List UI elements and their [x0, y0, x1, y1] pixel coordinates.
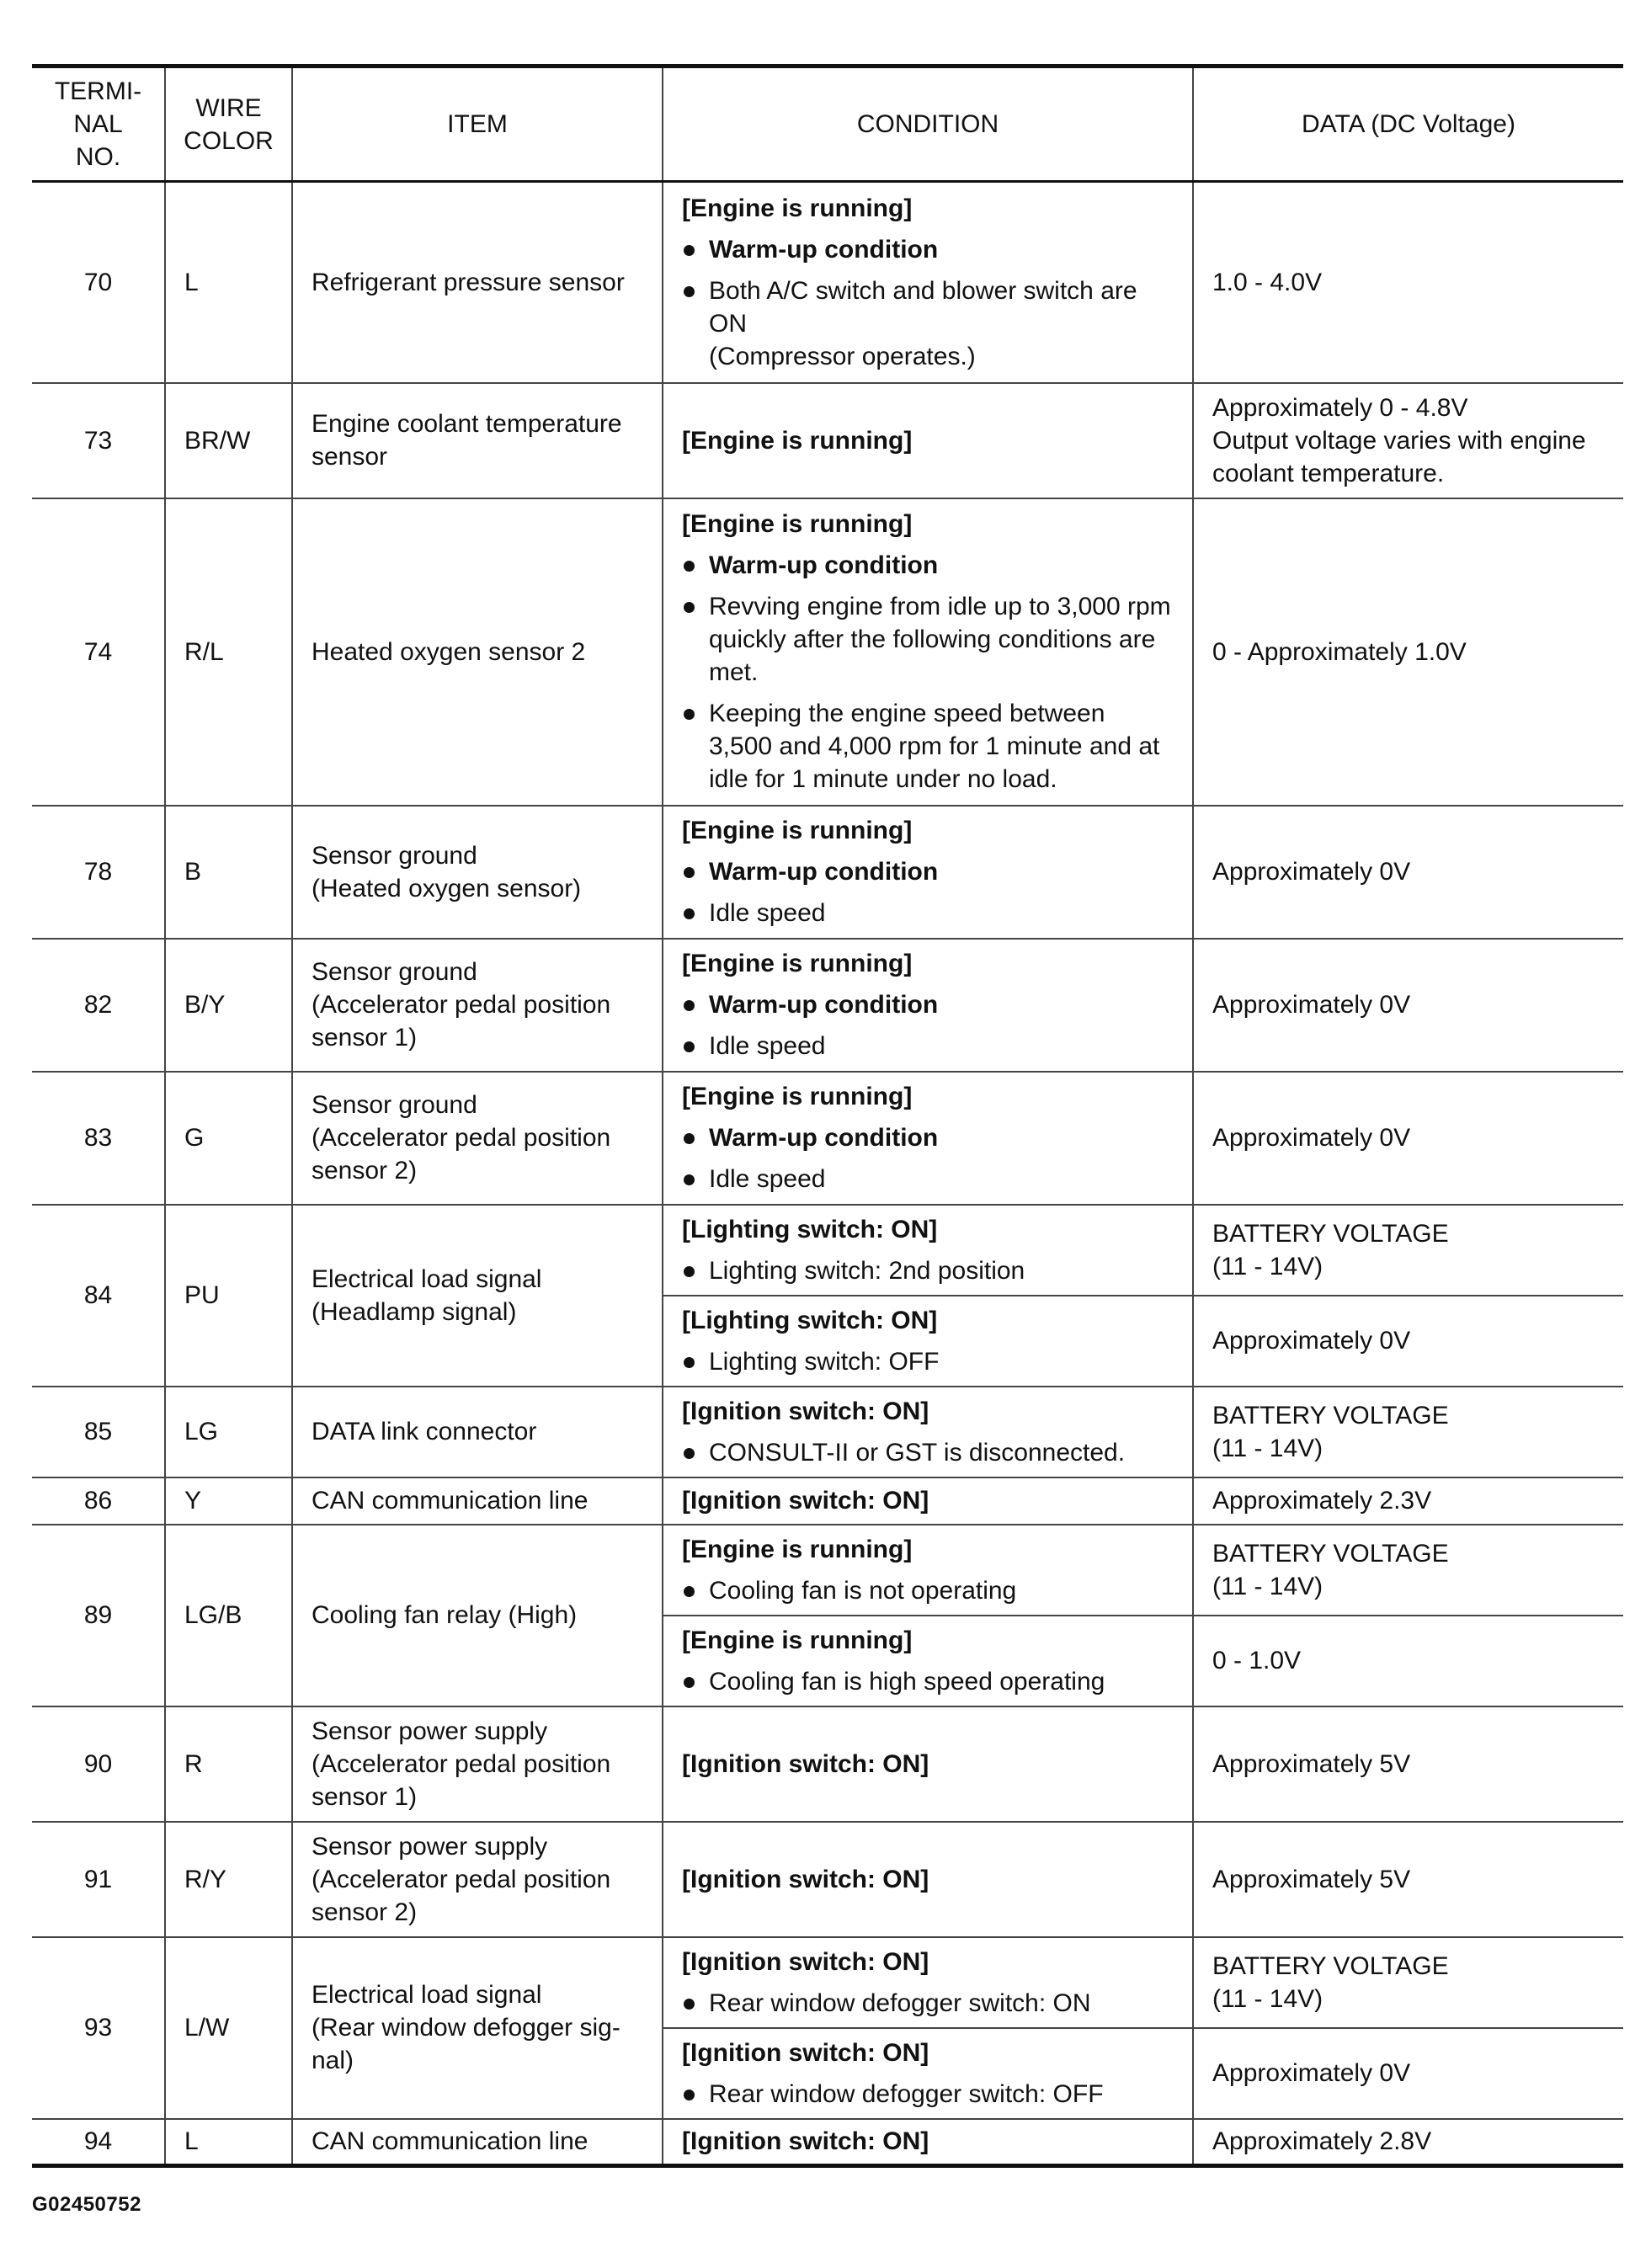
table-row [32, 1706, 1623, 1822]
terminal-number: 93 [32, 1937, 165, 2119]
header-condition: CONDITION [663, 67, 1193, 182]
condition-heading: [Lighting switch: ON] [682, 1215, 938, 1243]
data-value: 1.0 - 4.0V [1193, 182, 1623, 383]
item-description: Sensor ground (Accelerator pedal position sensor 2) [292, 1072, 663, 1205]
data-value: Approximately 5V [1193, 1706, 1623, 1822]
condition-heading: [Ignition switch: ON] [682, 1947, 929, 1976]
table-row [32, 806, 1623, 939]
condition-cell [663, 1525, 1193, 1616]
condition-bullet: Warm-up condition [682, 549, 1174, 582]
table-row [32, 1525, 1623, 1616]
header-data: DATA (DC Voltage) [1193, 67, 1623, 182]
data-value: BATTERY VOLTAGE (11 - 14V) [1193, 1525, 1623, 1616]
condition-bullet: Rear window defogger switch: ON [682, 1987, 1174, 2020]
wire-color: Y [165, 1477, 292, 1525]
condition-heading: [Engine is running] [682, 194, 913, 222]
condition-cell [663, 806, 1193, 939]
condition-cell [663, 2028, 1193, 2119]
wire-color: L [165, 182, 292, 383]
wire-color: B/Y [165, 939, 292, 1072]
condition-heading: [Ignition switch: ON] [682, 1397, 929, 1425]
terminal-number: 84 [32, 1205, 165, 1387]
wire-color: G [165, 1072, 292, 1205]
data-value: Approximately 0V [1193, 939, 1623, 1072]
condition-bullet: Warm-up condition [682, 233, 1174, 266]
table-row [32, 939, 1623, 1072]
terminal-number: 78 [32, 806, 165, 939]
condition-heading: [Ignition switch: ON] [682, 2038, 929, 2067]
terminal-data-table [32, 64, 1623, 2168]
terminal-number: 83 [32, 1072, 165, 1205]
table-row [32, 182, 1623, 383]
condition-heading: [Ignition switch: ON] [682, 2127, 929, 2156]
item-description: Engine coolant temperature sensor [292, 383, 663, 498]
data-value: BATTERY VOLTAGE (11 - 14V) [1193, 1205, 1623, 1296]
condition-bullet: Both A/C switch and blower switch are ON (Compressor operates.) [682, 274, 1174, 373]
data-value: Approximately 0V [1193, 2028, 1623, 2119]
condition-bullet: Idle speed [682, 897, 1174, 929]
terminal-number: 94 [32, 2119, 165, 2166]
wire-color: B [165, 806, 292, 939]
item-description: Heated oxygen sensor 2 [292, 498, 663, 806]
condition-heading: [Engine is running] [682, 1626, 913, 1654]
wire-color: LG [165, 1387, 292, 1477]
header-row [32, 67, 1623, 182]
figure-code: G02450752 [32, 2193, 141, 2216]
terminal-number: 74 [32, 498, 165, 806]
condition-bullet: Warm-up condition [682, 855, 1174, 888]
condition-bullet: Rear window defogger switch: OFF [682, 2078, 1174, 2111]
condition-bullet: Cooling fan is not operating [682, 1574, 1174, 1607]
condition-heading: [Ignition switch: ON] [682, 1487, 929, 1515]
data-value: 0 - Approximately 1.0V [1193, 498, 1623, 806]
data-value: BATTERY VOLTAGE (11 - 14V) [1193, 1937, 1623, 2028]
condition-cell [663, 1706, 1193, 1822]
wire-color: LG/B [165, 1525, 292, 1706]
condition-cell [663, 182, 1193, 383]
document-page [32, 0, 1623, 2268]
item-description: Sensor power supply (Accelerator pedal position sensor 2) [292, 1822, 663, 1937]
table-row [32, 1072, 1623, 1205]
condition-cell [663, 498, 1193, 806]
data-value: Approximately 2.8V [1193, 2119, 1623, 2166]
condition-cell [663, 1296, 1193, 1387]
wire-color: PU [165, 1205, 292, 1387]
terminal-number: 70 [32, 182, 165, 383]
wire-color: R/Y [165, 1822, 292, 1937]
condition-bullet: Idle speed [682, 1030, 1174, 1062]
data-value: BATTERY VOLTAGE (11 - 14V) [1193, 1387, 1623, 1477]
table-row [32, 383, 1623, 498]
item-description: Sensor power supply (Accelerator pedal position sensor 1) [292, 1706, 663, 1822]
condition-cell [663, 1937, 1193, 2028]
condition-bullet: CONSULT-II or GST is disconnected. [682, 1436, 1174, 1469]
condition-heading: [Ignition switch: ON] [682, 1749, 929, 1778]
condition-cell [663, 939, 1193, 1072]
wire-color: R/L [165, 498, 292, 806]
terminal-number: 86 [32, 1477, 165, 1525]
item-description: CAN communication line [292, 1477, 663, 1525]
data-value: Approximately 5V [1193, 1822, 1623, 1937]
table-row [32, 1205, 1623, 1296]
condition-cell [663, 1387, 1193, 1477]
condition-heading: [Engine is running] [682, 510, 913, 538]
terminal-number: 82 [32, 939, 165, 1072]
table-row [32, 2119, 1623, 2166]
terminal-number: 91 [32, 1822, 165, 1937]
table-row [32, 1477, 1623, 1525]
data-value: 0 - 1.0V [1193, 1616, 1623, 1706]
condition-heading: [Engine is running] [682, 817, 913, 844]
item-description: Sensor ground (Heated oxygen sensor) [292, 806, 663, 939]
condition-bullet: Warm-up condition [682, 1121, 1174, 1154]
condition-cell [663, 2119, 1193, 2166]
terminal-number: 73 [32, 383, 165, 498]
condition-bullet: Idle speed [682, 1163, 1174, 1195]
condition-heading: [Lighting switch: ON] [682, 1306, 938, 1334]
item-description: Sensor ground (Accelerator pedal position sensor 1) [292, 939, 663, 1072]
item-description: Cooling fan relay (High) [292, 1525, 663, 1706]
condition-heading: [Engine is running] [682, 950, 913, 977]
wire-color: L/W [165, 1937, 292, 2119]
wire-color: R [165, 1706, 292, 1822]
condition-cell [663, 1822, 1193, 1937]
condition-cell [663, 1616, 1193, 1706]
condition-bullet: Keeping the engine speed between 3,500 and 4,000 rpm for 1 minute and at idle for 1 minute under no load. [682, 697, 1174, 796]
condition-bullet: Revving engine from idle up to 3,000 rpm quickly after the following conditions are met. [682, 590, 1174, 689]
condition-heading: [Engine is running] [682, 1535, 913, 1563]
wire-color: BR/W [165, 383, 292, 498]
table-row [32, 498, 1623, 806]
item-description: CAN communication line [292, 2119, 663, 2166]
data-value: Approximately 0V [1193, 1296, 1623, 1387]
terminal-number: 85 [32, 1387, 165, 1477]
data-value: Approximately 2.3V [1193, 1477, 1623, 1525]
terminal-number: 90 [32, 1706, 165, 1822]
condition-bullet: Lighting switch: 2nd position [682, 1254, 1174, 1287]
data-value: Approximately 0V [1193, 806, 1623, 939]
terminal-number: 89 [32, 1525, 165, 1706]
condition-bullet: Lighting switch: OFF [682, 1345, 1174, 1378]
condition-cell [663, 1072, 1193, 1205]
header-terminal-no: TERMI- NAL NO. [32, 67, 165, 182]
condition-cell [663, 1205, 1193, 1296]
header-item: ITEM [292, 67, 663, 182]
condition-bullet: Cooling fan is high speed operating [682, 1665, 1174, 1698]
table-row [32, 1937, 1623, 2028]
item-description: Electrical load signal (Headlamp signal) [292, 1205, 663, 1387]
wire-color: L [165, 2119, 292, 2166]
condition-heading: [Engine is running] [682, 426, 913, 455]
item-description: Refrigerant pressure sensor [292, 182, 663, 383]
item-description: Electrical load signal (Rear window defogger sig- nal) [292, 1937, 663, 2119]
header-wire-color: WIRE COLOR [165, 67, 292, 182]
table-row [32, 1822, 1623, 1937]
item-description: DATA link connector [292, 1387, 663, 1477]
condition-heading: [Engine is running] [682, 1083, 913, 1110]
data-value: Approximately 0 - 4.8V Output voltage varies with engine coolant temperature. [1193, 383, 1623, 498]
condition-cell [663, 1477, 1193, 1525]
condition-bullet: Warm-up condition [682, 988, 1174, 1021]
table-row [32, 1387, 1623, 1477]
condition-heading: [Ignition switch: ON] [682, 1865, 929, 1893]
condition-cell [663, 383, 1193, 498]
data-value: Approximately 0V [1193, 1072, 1623, 1205]
